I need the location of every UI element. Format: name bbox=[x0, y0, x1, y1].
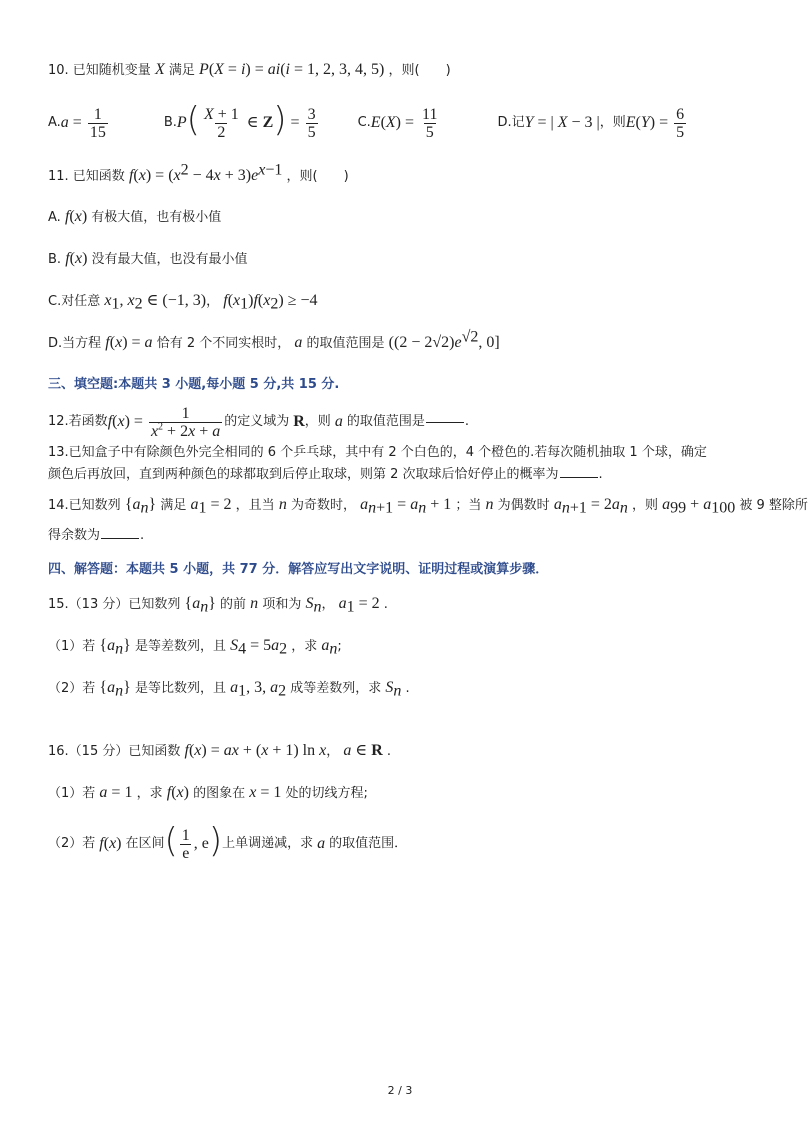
section-3-heading: 三、填空题:本题共 3 小题,每小题 5 分,共 15 分. bbox=[48, 377, 340, 392]
q16-part-1: （1）若 a = 1 ，求 f(x) 的图象在 x = 1 处的切线方程; bbox=[48, 784, 368, 801]
section-4-heading: 四、解答题：本题共 5 小题，共 77 分．解答应写出文字说明、证明过程或演算步骤． bbox=[48, 562, 549, 577]
q10-option-b: B. P ( $\frac{X + 1}{2}$ ∈ Z ) = $\frac{3}{5}$ bbox=[163, 100, 316, 141]
q13-line-2: 颜色后再放回，直到两种颜色的球都取到后停止取球，则第 2 次取球后恰好停止的概率为 . bbox=[48, 467, 603, 482]
q10-option-a: A. a = $\frac{1}{15}$ bbox=[48, 105, 106, 141]
q12: 12.若函数 f ( x ) = $\frac{1}{x^2 + 2x + a}$ 的定义域为 R ，则 a 的取值范围是 . bbox=[48, 404, 469, 440]
q10-stem: 10. 已知随机变量 X 满足 P(X = i) = ai(i = 1, 2, 3, 4, 5) ，则( ) bbox=[48, 61, 451, 78]
q16-stem: 16.（15 分）已知函数 f(x) = ax + (x + 1) ln x， a ∈ R . bbox=[48, 742, 392, 759]
q11-stem: 11. 已知函数 $f(x) = (x^2 - 4x + 3)e^{x-1}$ ，则( ) bbox=[48, 161, 349, 184]
q13-answer-blank bbox=[560, 477, 598, 478]
q10-option-d: D.记 Y = | X − 3 | ，则 E ( Y ) = $\frac{6}{5}$ bbox=[497, 105, 685, 141]
q11-option-c: C.对任意 $x_1$, $x_2$ ∈ (−1, 3)， $f(x_1)f(x_2) \ge -4$ bbox=[48, 292, 318, 313]
q12-answer-blank bbox=[426, 422, 464, 423]
q15-stem: 15.（13 分）已知数列 $\{a_n\}$ 的前 n 项和为 $S_n$， $a_1 = 2$ . bbox=[48, 595, 388, 616]
q15-part-2: （2）若 $\{a_n\}$ 是等比数列，且 $a_1$, 3, $a_2$ 成等差数列，求 $S_n$ . bbox=[48, 679, 410, 700]
q14-answer-blank bbox=[101, 538, 139, 539]
q14-line-2: 得余数为 . bbox=[48, 528, 145, 543]
q11-option-a: A. f(x) 有极大值，也有极小值 bbox=[48, 208, 222, 225]
q13-line-1: 13.已知盒子中有除颜色外完全相同的 6 个乒乓球，其中有 2 个白色的，4 个橙色的.若每次随机抽取 1 个球，确定 bbox=[48, 445, 707, 460]
q11-option-d: D.当方程 f(x) = a 恰有 2 个不同实根时， a 的取值范围是 ($(2 - 2√2)e^{√2}$, 0] bbox=[48, 328, 500, 351]
page-number: 2 / 3 bbox=[387, 1084, 413, 1097]
q11-option-b: B. f(x) 没有最大值，也没有最小值 bbox=[48, 250, 248, 267]
q15-part-1: （1）若 $\{a_n\}$ 是等差数列，且 $S_4 = 5a_2$ ，求 $a_n$; bbox=[48, 637, 342, 658]
q16-part-2: （2）若 f ( x ) 在区间 ( $\frac{1}{e}$ , e ) 上单调递减，求 a 的取值范围． bbox=[48, 821, 408, 862]
q14-line-1: 14.已知数列 $\{a_n\}$ 满足 $a_1 = 2$ ，且当 n 为奇数时， $a_{n+1} = a_n + 1$ ；当 n 为偶数时 $a_{n+1} = 2a_n$ ，则 $a_{99} + a_{100}$ 被 9 整除所 bbox=[48, 496, 808, 517]
q10-options bbox=[48, 100, 688, 142]
q10-option-c: C. E ( X ) = $\frac{11}{5}$ bbox=[357, 105, 438, 141]
